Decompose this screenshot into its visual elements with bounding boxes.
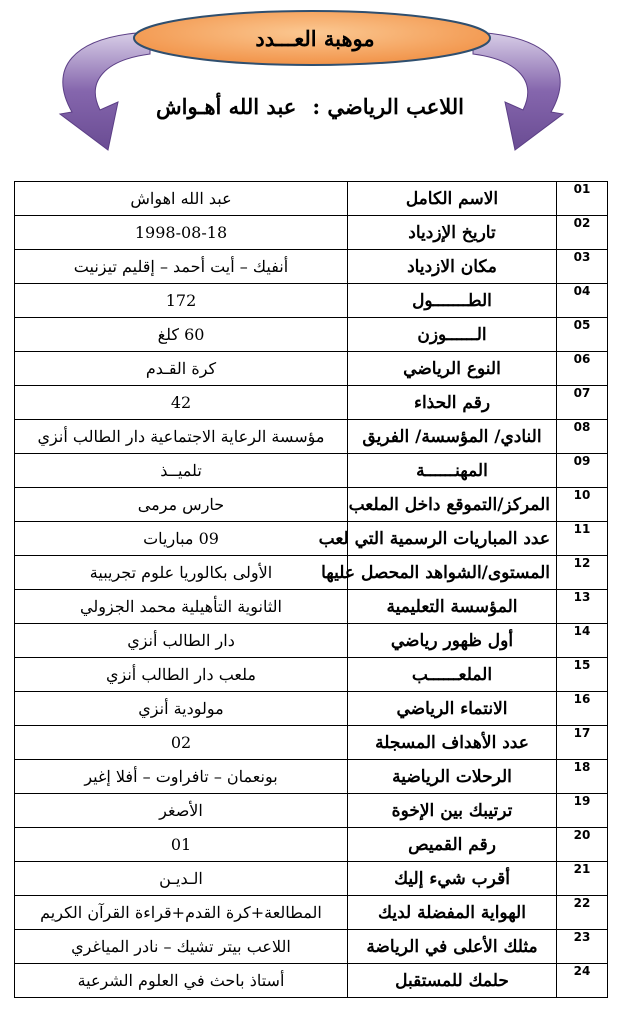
table-row bbox=[15, 794, 608, 828]
table-row bbox=[15, 828, 608, 862]
row-number: 15 bbox=[557, 658, 608, 692]
field-value: مؤسسة الرعاية الاجتماعية دار الطالب أنزي bbox=[15, 420, 348, 454]
field-value: كرة القـدم bbox=[15, 352, 348, 386]
table-row bbox=[15, 284, 608, 318]
row-number: 24 bbox=[557, 964, 608, 998]
field-label: المستوى/الشواهد المحصل عليها bbox=[348, 556, 557, 590]
field-value: المطالعة+كرة القدم+قراءة القرآن الكريم bbox=[15, 896, 348, 930]
field-label: الاسم الكامل bbox=[348, 182, 557, 216]
row-number: 21 bbox=[557, 862, 608, 896]
field-label: الــــــوزن bbox=[348, 318, 557, 352]
row-number: 14 bbox=[557, 624, 608, 658]
banner-title: موهبة العـــدد bbox=[255, 25, 375, 51]
field-label: النوع الرياضي bbox=[348, 352, 557, 386]
profile-table bbox=[14, 181, 608, 998]
table-row bbox=[15, 726, 608, 760]
field-label: الهواية المفضلة لديك bbox=[348, 896, 557, 930]
field-label: المهنــــــة bbox=[348, 454, 557, 488]
field-label: رقم الحذاء bbox=[348, 386, 557, 420]
field-value: 42 bbox=[15, 386, 348, 420]
field-value: مولودية أنزي bbox=[15, 692, 348, 726]
table-row bbox=[15, 182, 608, 216]
field-value: دار الطالب أنزي bbox=[15, 624, 348, 658]
field-value: 60 كلغ bbox=[15, 318, 348, 352]
field-value: 02 bbox=[15, 726, 348, 760]
row-number: 09 bbox=[557, 454, 608, 488]
table-row bbox=[15, 658, 608, 692]
table-row bbox=[15, 352, 608, 386]
field-label: ترتيبك بين الإخوة bbox=[348, 794, 557, 828]
field-label: أول ظهور رياضي bbox=[348, 624, 557, 658]
table-row bbox=[15, 556, 608, 590]
table-row bbox=[15, 420, 608, 454]
profile-table-body bbox=[15, 182, 608, 998]
table-row bbox=[15, 930, 608, 964]
table-row bbox=[15, 590, 608, 624]
row-number: 20 bbox=[557, 828, 608, 862]
field-value: الأولى بكالوريا علوم تجريبية bbox=[15, 556, 348, 590]
row-number: 23 bbox=[557, 930, 608, 964]
table-row bbox=[15, 522, 608, 556]
field-label: حلمك للمستقبل bbox=[348, 964, 557, 998]
player-label: اللاعب الرياضي : bbox=[312, 93, 465, 119]
row-number: 04 bbox=[557, 284, 608, 318]
table-row bbox=[15, 386, 608, 420]
row-number: 07 bbox=[557, 386, 608, 420]
field-label: المركز/التموقع داخل الملعب bbox=[348, 488, 557, 522]
field-value: الأصغر bbox=[15, 794, 348, 828]
table-row bbox=[15, 896, 608, 930]
table-row bbox=[15, 318, 608, 352]
player-name: عبد الله أهـواش bbox=[155, 93, 297, 119]
field-value: 09 مباريات bbox=[15, 522, 348, 556]
table-row bbox=[15, 692, 608, 726]
field-value: ملعب دار الطالب أنزي bbox=[15, 658, 348, 692]
field-value: عبد الله اهواش bbox=[15, 182, 348, 216]
field-value: تلميــذ bbox=[15, 454, 348, 488]
field-value: أنفيك – أيت أحمد – إقليم تيزنيت bbox=[15, 250, 348, 284]
table-row bbox=[15, 488, 608, 522]
row-number: 13 bbox=[557, 590, 608, 624]
field-label: أقرب شيء إليك bbox=[348, 862, 557, 896]
row-number: 03 bbox=[557, 250, 608, 284]
row-number: 05 bbox=[557, 318, 608, 352]
table-row bbox=[15, 760, 608, 794]
row-number: 11 bbox=[557, 522, 608, 556]
field-label: تاريخ الإزدياد bbox=[348, 216, 557, 250]
field-value: اللاعب بيتر تشيك – نادر المياغري bbox=[15, 930, 348, 964]
field-label: الانتماء الرياضي bbox=[348, 692, 557, 726]
field-value: 01 bbox=[15, 828, 348, 862]
field-label: مكان الازدياد bbox=[348, 250, 557, 284]
table-row bbox=[15, 862, 608, 896]
table-row bbox=[15, 624, 608, 658]
player-line bbox=[130, 88, 490, 124]
row-number: 01 bbox=[557, 182, 608, 216]
field-value: حارس مرمى bbox=[15, 488, 348, 522]
field-value: 172 bbox=[15, 284, 348, 318]
row-number: 10 bbox=[557, 488, 608, 522]
table-row bbox=[15, 964, 608, 998]
field-label: مثلك الأعلى في الرياضة bbox=[348, 930, 557, 964]
field-value: بونعمان – تافراوت – أفلا إغير bbox=[15, 760, 348, 794]
field-label: عدد المباريات الرسمية التي لعب bbox=[348, 522, 557, 556]
field-label: رقم القميص bbox=[348, 828, 557, 862]
field-label: المؤسسة التعليمية bbox=[348, 590, 557, 624]
field-value: الـديـن bbox=[15, 862, 348, 896]
field-label: الطـــــــول bbox=[348, 284, 557, 318]
field-value: الثانوية التأهيلية محمد الجزولي bbox=[15, 590, 348, 624]
header bbox=[0, 0, 623, 170]
row-number: 08 bbox=[557, 420, 608, 454]
row-number: 06 bbox=[557, 352, 608, 386]
field-label: الرحلات الرياضية bbox=[348, 760, 557, 794]
field-label: عدد الأهداف المسجلة bbox=[348, 726, 557, 760]
row-number: 17 bbox=[557, 726, 608, 760]
field-label: النادي/ المؤسسة/ الفريق bbox=[348, 420, 557, 454]
row-number: 12 bbox=[557, 556, 608, 590]
row-number: 02 bbox=[557, 216, 608, 250]
table-row bbox=[15, 216, 608, 250]
table-row bbox=[15, 454, 608, 488]
field-value: أستاذ باحث في العلوم الشرعية bbox=[15, 964, 348, 998]
table-row bbox=[15, 250, 608, 284]
row-number: 19 bbox=[557, 794, 608, 828]
field-label: الملعــــــب bbox=[348, 658, 557, 692]
row-number: 22 bbox=[557, 896, 608, 930]
row-number: 18 bbox=[557, 760, 608, 794]
row-number: 16 bbox=[557, 692, 608, 726]
field-value: 1998-08-18 bbox=[15, 216, 348, 250]
